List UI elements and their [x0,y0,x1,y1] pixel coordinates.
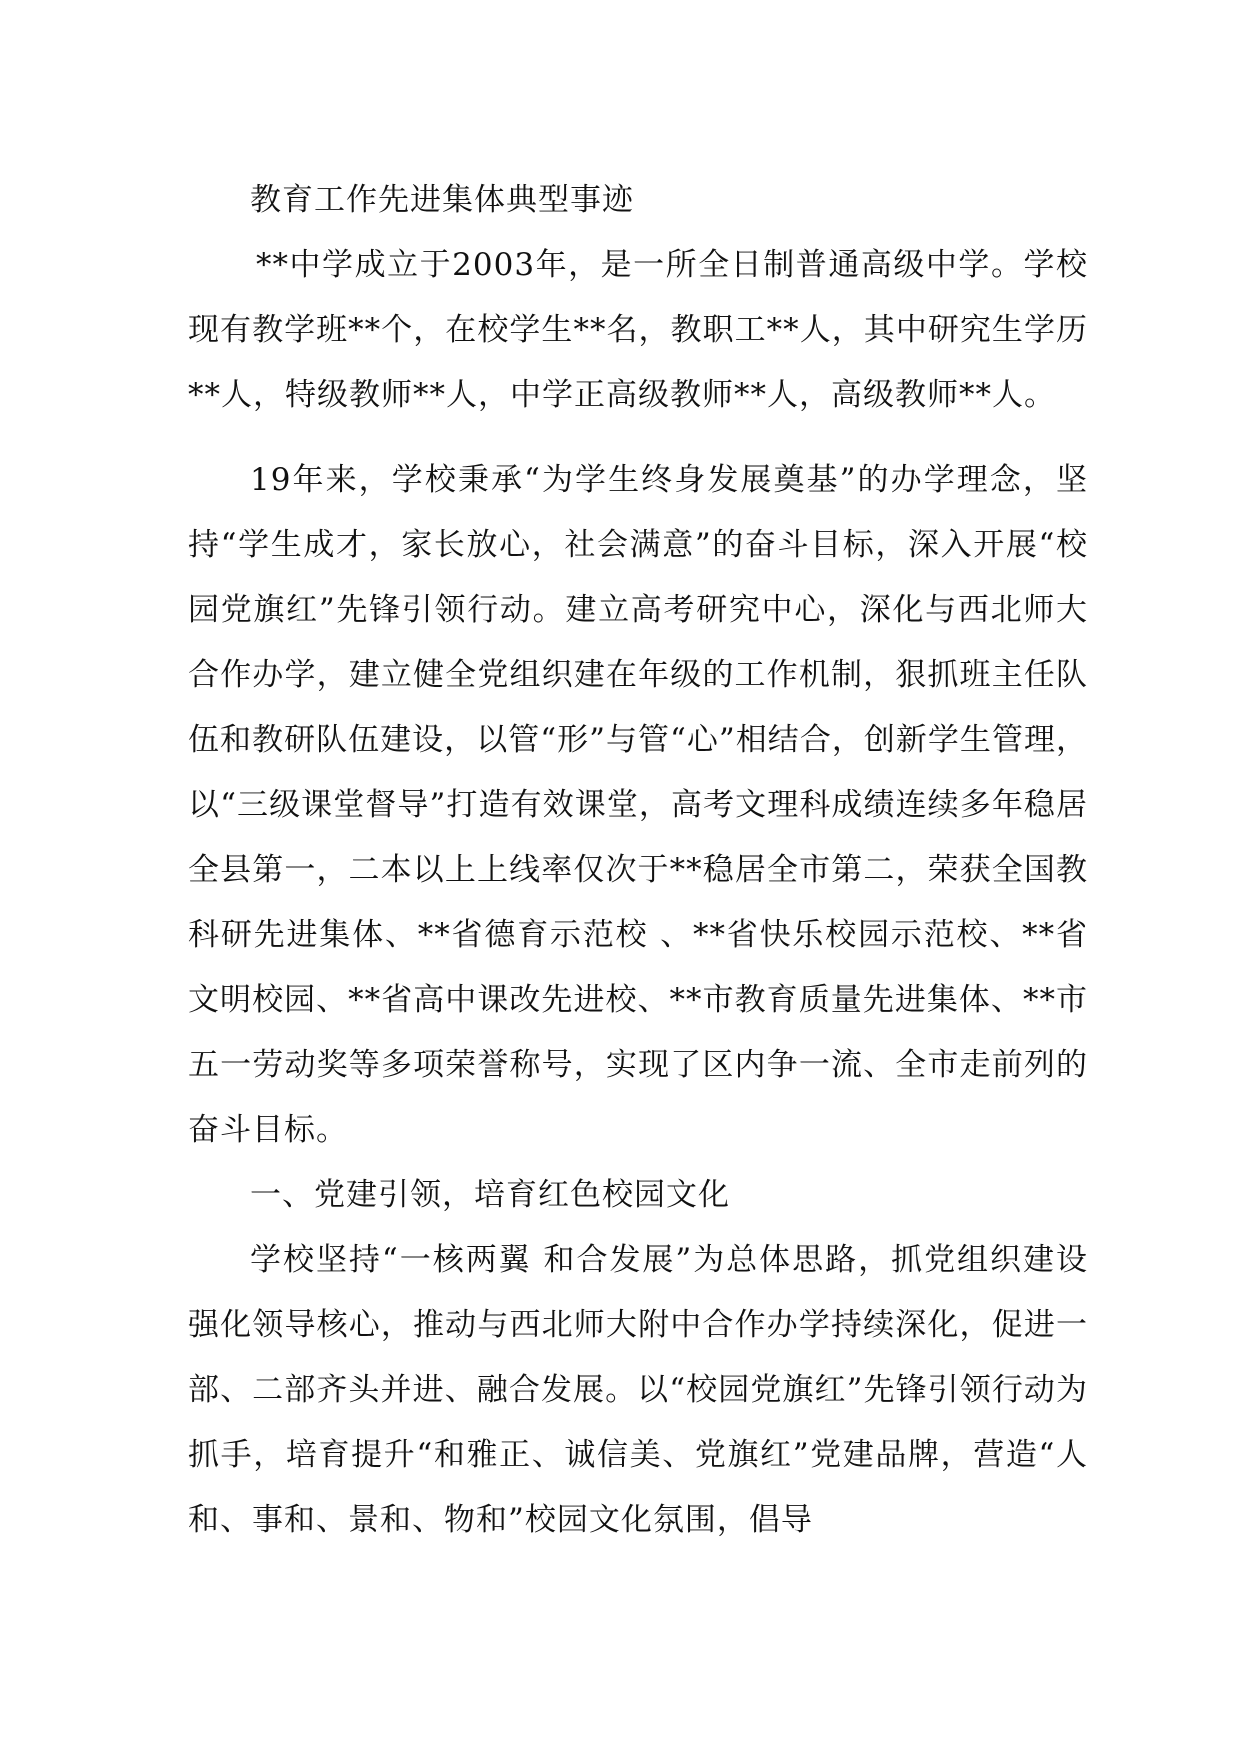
document-title: 教育工作先进集体典型事迹 [250,182,634,218]
paragraph-party-building: 学校坚持“一核两翼 和合发展”为总体思路，抓党组织建设强化领导核心，推动与西北师大附中合作办学持续深化，促进一部、二部齐头并进、融合发展。以“校园党旗红”先锋引领行动为抓手，培育提升“和雅正、诚信美、党旗红”党建品牌，营造“人和、事和、景和、物和”校园文化氛围，倡导 [188,1242,1088,1538]
section-heading: 一、党建引领，培育红色校园文化 [250,1177,730,1213]
paragraph-school-intro: **中学成立于2003年，是一所全日制普通高级中学。学校现有教学班**个，在校学生**名，教职工**人，其中研究生学历**人，特级教师**人，中学正高级教师**人，高级教师**人。 [188,247,1088,413]
paragraph-achievements: 19年来，学校秉承“为学生终身发展奠基”的办学理念，坚持“学生成才，家长放心，社会满意”的奋斗目标，深入开展“校园党旗红”先锋引领行动。建立高考研究中心，深化与西北师大合作办学，建立健全党组织建在年级的工作机制，狠抓班主任队伍和教研队伍建设，以管“形”与管“心”相结合，创新学生管理，以“三级课堂督导”打造有效课堂，高考文理科成绩连续多年稳居全县第一，二本以上上线率仅次于**稳居全市第二，荣获全国教科研先进集体、**省德育示范校 、**省快乐校园示范校、**省文明校园、**省高中课改先进校、**市教育质量先进集体、**市五一劳动奖等多项荣誉称号，实现了区内争一流、全市走前列的奋斗目标。 [188,462,1088,1148]
document-body [188,168,1088,1553]
paragraph-spacer [188,428,1088,448]
